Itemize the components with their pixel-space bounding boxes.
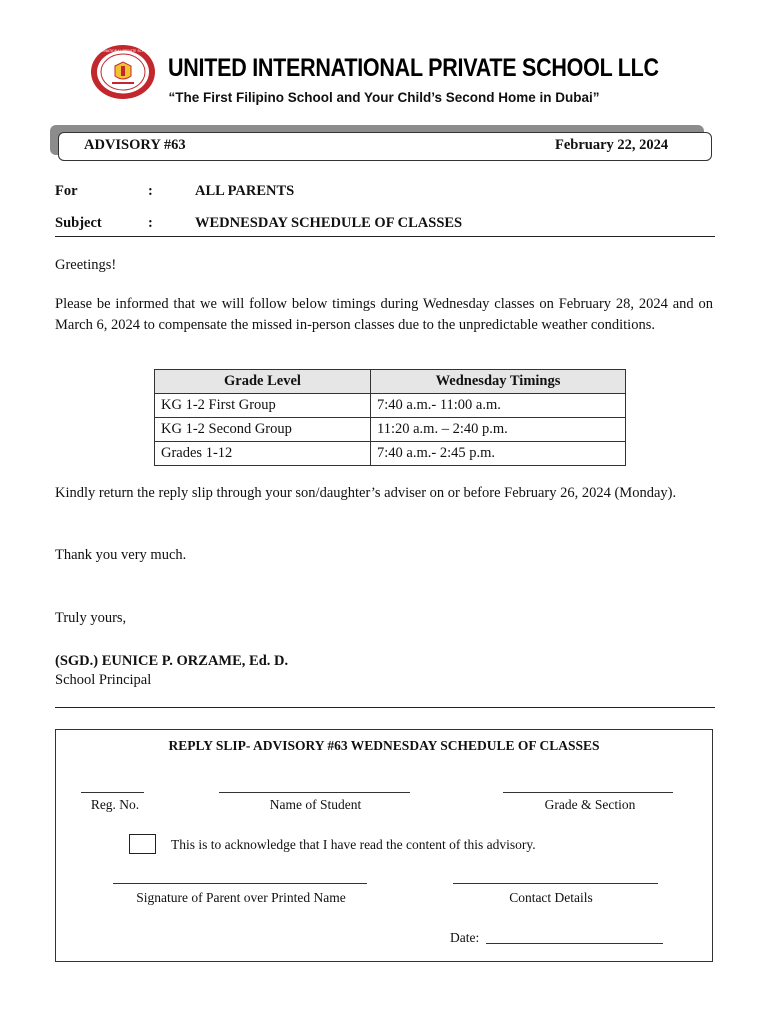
parent-signature-label: Signature of Parent over Printed Name	[136, 890, 346, 905]
subject-label: Subject	[55, 215, 102, 231]
acknowledge-checkbox[interactable]	[129, 834, 156, 854]
student-name-line[interactable]	[219, 792, 410, 793]
table-row	[155, 394, 626, 418]
column-header-wednesday-timings: Wednesday Timings	[371, 370, 626, 394]
greeting: Greetings!	[55, 257, 117, 273]
school-tagline: “The First Filipino School and Your Child’s Second Home in Dubai”	[168, 90, 600, 105]
intro-paragraph: Please be informed that we will follow below timings during Wednesday classes on February 28, 2024 and on March 6, 2024 to compensate the missed in-person classes due to the unpredictable weather conditions.	[55, 296, 713, 333]
cell-timing: 11:20 a.m. – 2:40 p.m.	[371, 418, 626, 442]
contact-details-line[interactable]	[453, 883, 658, 884]
reply-instructions: Kindly return the reply slip through your son/daughter’s adviser on or before February 26, 2024 (Monday).	[55, 485, 677, 501]
date-line[interactable]	[486, 943, 663, 944]
column-header-grade-level: Grade Level	[155, 370, 371, 394]
table-row	[155, 418, 626, 442]
for-colon: :	[148, 183, 153, 199]
contact-details-label: Contact Details	[509, 890, 593, 905]
student-name-label: Name of Student	[269, 797, 362, 812]
parent-signature-line[interactable]	[113, 883, 367, 884]
cut-line	[55, 707, 715, 708]
grade-section-label: Grade & Section	[544, 797, 636, 812]
subject-colon: :	[148, 215, 153, 231]
for-value: ALL PARENTS	[195, 183, 295, 199]
for-label: For	[55, 183, 78, 199]
reply-slip-title: REPLY SLIP- ADVISORY #63 WEDNESDAY SCHEDULE OF CLASSES	[168, 738, 600, 753]
cell-timing: 7:40 a.m.- 2:45 p.m.	[371, 442, 626, 466]
acknowledge-text: This is to acknowledge that I have read the content of this advisory.	[171, 837, 536, 852]
logo-ring-text: UNITED INTERNATIONAL PRIVATE SCHOOL · DUBAI	[80, 49, 166, 53]
cell-timing: 7:40 a.m.- 11:00 a.m.	[371, 394, 626, 418]
school-name: UNITED INTERNATIONAL PRIVATE SCHOOL LLC	[168, 54, 659, 82]
schedule-table	[154, 369, 626, 466]
closing-line: Truly yours,	[55, 610, 127, 626]
grade-section-line[interactable]	[503, 792, 673, 793]
reg-no-label: Reg. No.	[90, 797, 140, 812]
cell-grade-level: Grades 1-12	[155, 442, 371, 466]
date-label: Date:	[450, 930, 480, 945]
cell-grade-level: KG 1-2 First Group	[155, 394, 371, 418]
signatory-name: (SGD.) EUNICE P. ORZAME, Ed. D.	[55, 653, 289, 669]
advisory-date: February 22, 2024	[555, 137, 669, 153]
subject-value: WEDNESDAY SCHEDULE OF CLASSES	[195, 215, 463, 231]
thanks-line: Thank you very much.	[55, 547, 187, 563]
cell-grade-level: KG 1-2 Second Group	[155, 418, 371, 442]
signatory-position: School Principal	[55, 672, 152, 688]
table-header-row	[155, 370, 626, 394]
header-divider	[55, 236, 715, 237]
reg-no-line[interactable]	[81, 792, 144, 793]
table-row	[155, 442, 626, 466]
advisory-number: ADVISORY #63	[84, 137, 186, 153]
